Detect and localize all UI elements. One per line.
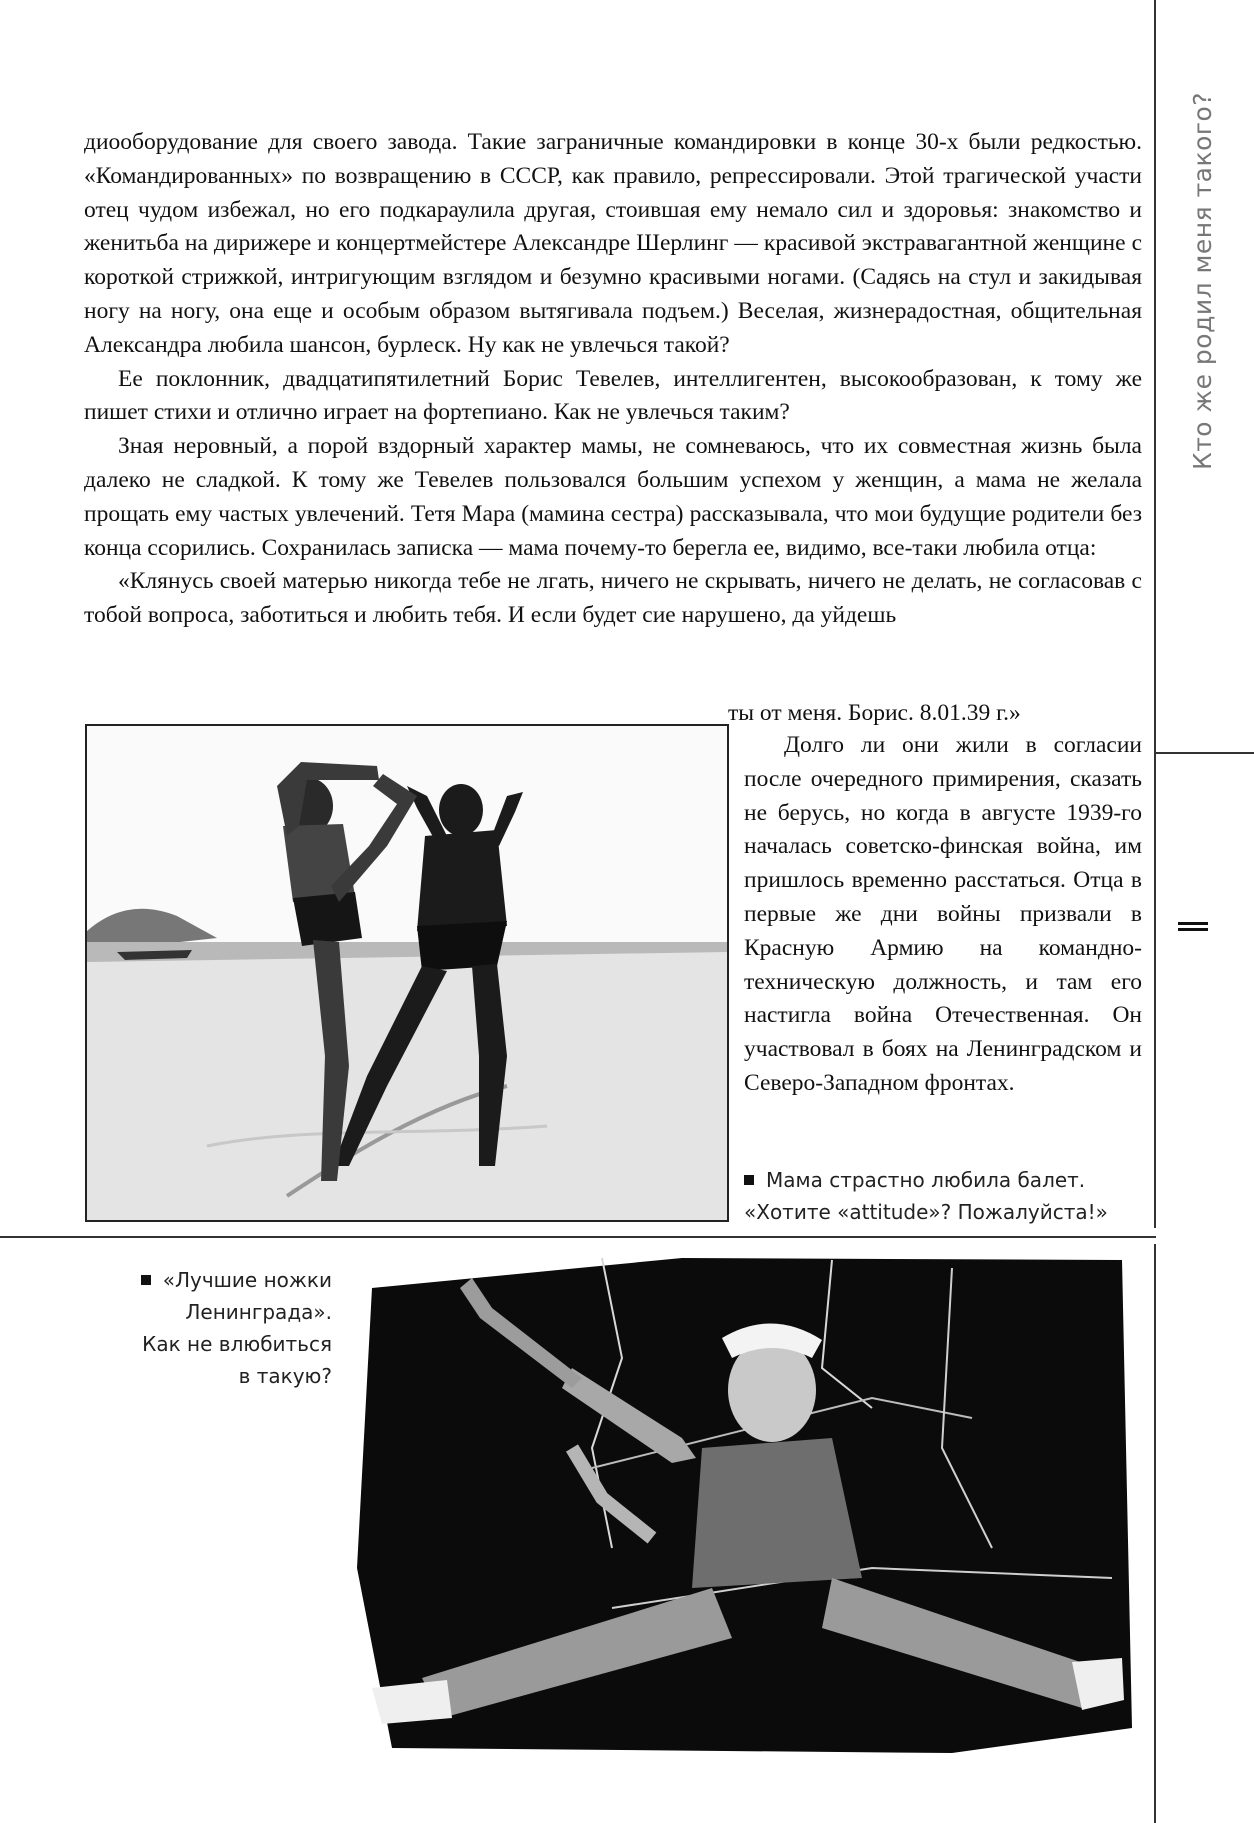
caption-2-line-4: в такую? (238, 1364, 332, 1388)
caption-1-line-1: Мама страстно любила балет. (766, 1168, 1086, 1192)
photo-caption-2 (60, 1264, 332, 1392)
side-column-text (744, 729, 1142, 1101)
margin-rule-bottom (1154, 1244, 1156, 1823)
margin-tick (1156, 752, 1254, 754)
main-text (84, 126, 1142, 633)
caption-2-line-3: Как не влюбиться (142, 1332, 332, 1356)
side-paragraph: Долго ли они жили в согласии после очередного примирения, сказать не берусь, но когда в августе 1939-го началась советско-финская война, им пришлось временно расстаться. Отца в первые же дни войны призвали в Красную Армию на командно-техническую должность, и там его настигла война Отечественная. Он участвовал в боях на Ленинградском и Северо-Западном фронтах. (744, 732, 1142, 1096)
paragraph-quote: «Клянусь своей матерью никогда тебе не лгать, ничего не скрывать, ничего не делать, не согласовав с тобой вопроса, заботиться и любить тебя. И если будет сие нарушено, да уйдешь (84, 568, 1142, 629)
paragraph-2: Ее поклонник, двадцатипятилетний Борис Тевелев, интеллигентен, высокообразован, к тому же пишет стихи и отлично играет на фортепиано. Как не увлечься таким? (84, 365, 1142, 426)
caption-2-line-1: «Лучшие ножки (162, 1268, 332, 1292)
caption-2-line-2: Ленинграда». (185, 1300, 332, 1324)
paragraph-3: Зная неровный, а порой вздорный характер мамы, не сомневаюсь, что их совместная жизнь была далеко не сладкой. К тому же Тевелев пользовался большим успехом у женщин, а мама не желала прощать ему частых увлечений. Тетя Мара (мамина сестра) рассказывала, что мои будущие родители без конца ссорились. Сохранилась записка — мама почему-то берегла ее, видимо, все-таки любила отца: (84, 433, 1142, 561)
section-divider (0, 1236, 1156, 1238)
paragraph-1: диооборудование для своего завода. Такие заграничные командировки в конце 30-х были редкостью. «Командированных» по возвращению в СССР, как правило, репрессировали. Этой трагической участи отец чудом избежал, но его подкараулила другая, стоившая ему немало сил и здоровья: знакомство и женитьба на дирижере и концертмейстере Александре Шерлинг — красивой экстравагантной женщине с короткой стрижкой, интригующим взглядом и безумно красивыми ногами. (Садясь на стул и закидывая ногу на ногу, она еще и особым образом вытягивала подъем.) Веселая, жизнерадостная, общительная Александра любила шансон, бурлеск. Ну как не увлечься такой? (84, 129, 1142, 358)
photo-caption-1 (744, 1164, 1154, 1228)
split-dance-photo (352, 1248, 1142, 1760)
running-head: Кто же родил меня такого? (1188, 91, 1217, 470)
bullet-icon (744, 1175, 754, 1185)
section-marker-icon (1178, 922, 1208, 934)
bullet-icon (141, 1275, 151, 1285)
beach-dance-photo (85, 724, 729, 1222)
quote-ending: ты от меня. Борис. 8.01.39 г.» (728, 700, 1021, 726)
margin-rule-top (1154, 0, 1156, 1228)
caption-1-line-2: «Хотите «attitude»? Пожалуйста!» (744, 1200, 1108, 1224)
